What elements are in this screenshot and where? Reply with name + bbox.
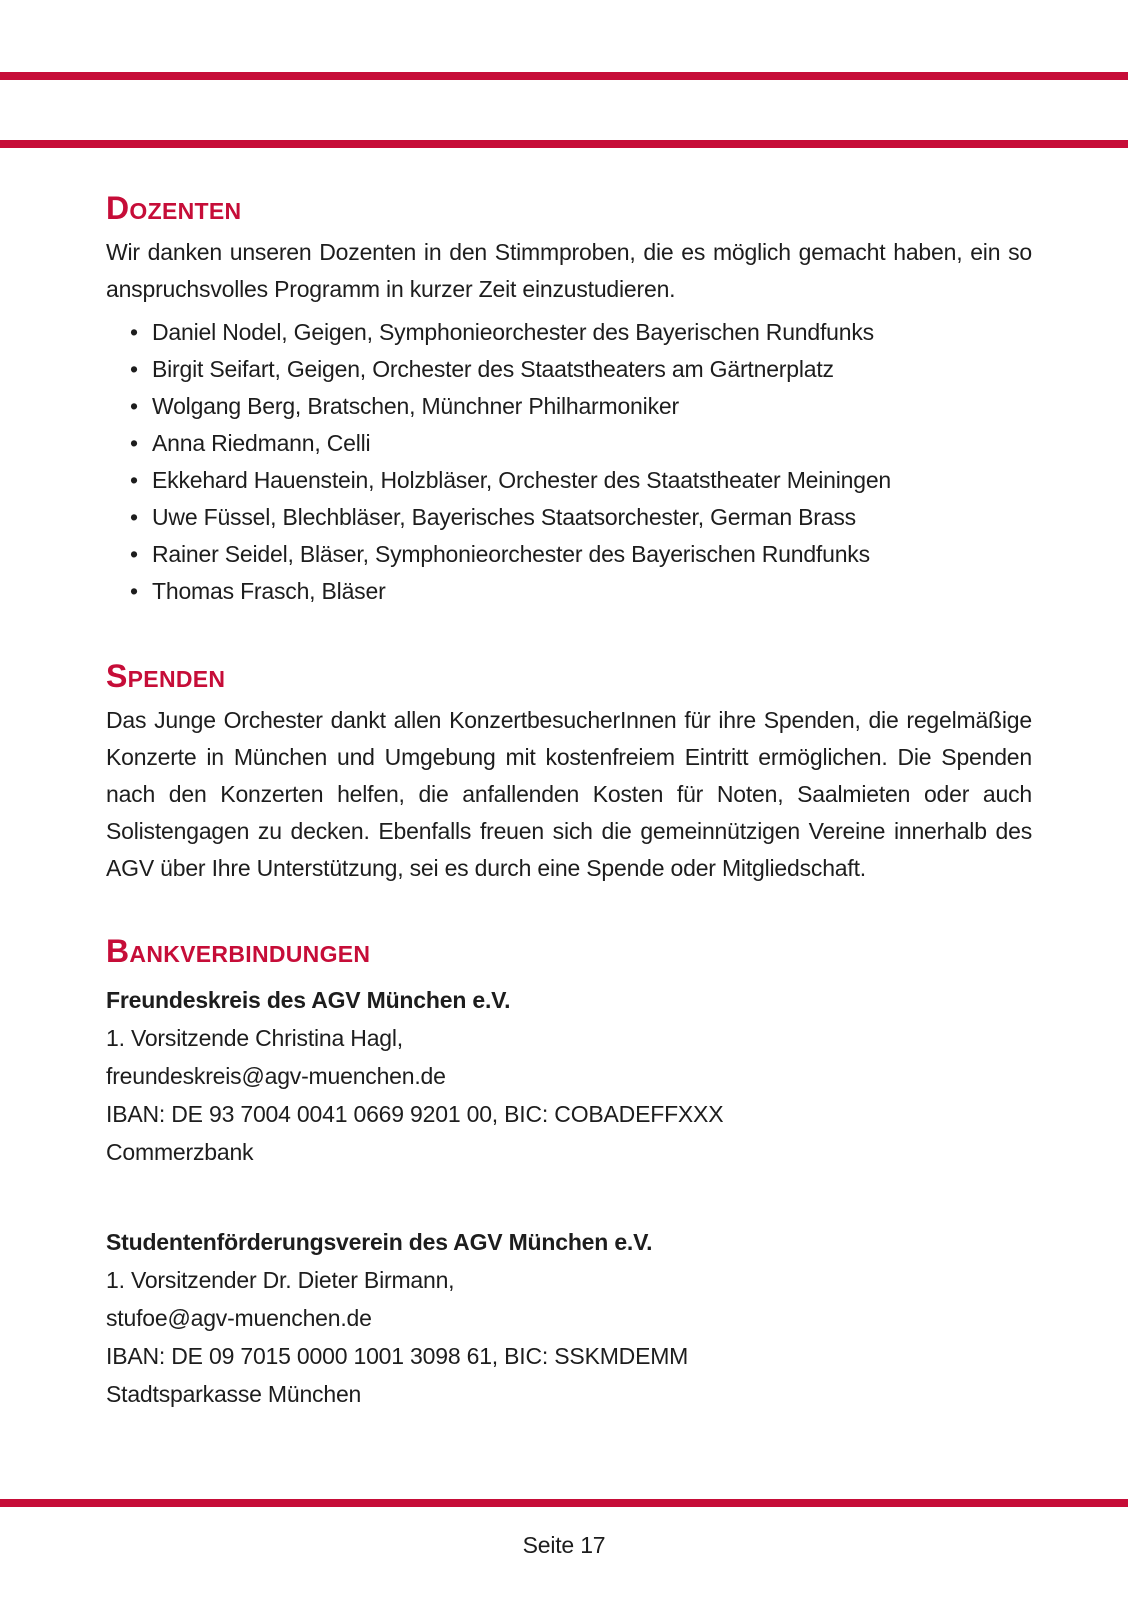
bank-heading <box>106 933 1032 973</box>
list-item: • Uwe Füssel, Blechbläser, Bayerisches Staatsorchester, German Brass <box>106 499 1032 536</box>
section-bankverbindungen <box>106 933 1032 1413</box>
dozenten-list <box>106 314 1032 610</box>
dozenten-intro: Wir danken unseren Dozenten in den Stimmproben, die es möglich gemacht haben, ein so anspruchsvolles Programm in kurzer Zeit einzustudieren. <box>106 239 1032 302</box>
list-item: • Rainer Seidel, Bläser, Symphonieorchester des Bayerischen Rundfunks <box>106 536 1032 573</box>
account-contact: 1. Vorsitzende Christina Hagl, <box>106 1025 403 1051</box>
page-content <box>106 190 1032 1413</box>
spenden-heading-rest: PENDEN <box>127 666 226 692</box>
list-item: • Ekkehard Hauenstein, Holzbläser, Orchester des Staatstheater Meiningen <box>106 462 1032 499</box>
account-iban-bic: IBAN: DE 09 7015 0000 1001 3098 61, BIC: SSKMDEMM <box>106 1343 689 1369</box>
spenden-heading-initial: S <box>106 658 128 694</box>
account-iban-bic: IBAN: DE 93 7004 0041 0669 9201 00, BIC: COBADEFFXXX <box>106 1101 724 1127</box>
account-email: stufoe@agv-muenchen.de <box>106 1305 372 1331</box>
account-block-studentenfoerderungsverein <box>106 1223 1032 1413</box>
account-bank-name: Stadtsparkasse München <box>106 1381 362 1407</box>
list-item: • Thomas Frasch, Bläser <box>106 573 1032 610</box>
account-bank-name: Commerzbank <box>106 1139 254 1165</box>
bank-heading-rest: ANKVERBINDUNGEN <box>129 941 371 967</box>
footer-rule <box>0 1499 1128 1507</box>
top-rule-upper <box>0 72 1128 80</box>
section-dozenten <box>106 190 1032 610</box>
list-item: • Birgit Seifart, Geigen, Orchester des Staatstheaters am Gärtnerplatz <box>106 351 1032 388</box>
dozenten-heading <box>106 190 1032 230</box>
list-item: • Wolgang Berg, Bratschen, Münchner Philharmoniker <box>106 388 1032 425</box>
page-number: Seite 17 <box>522 1532 606 1558</box>
dozenten-heading-initial: D <box>106 190 130 226</box>
account-email: freundeskreis@agv-muenchen.de <box>106 1063 446 1089</box>
account-contact: 1. Vorsitzender Dr. Dieter Birmann, <box>106 1267 455 1293</box>
top-rule-lower <box>0 140 1128 148</box>
account-name: Freundeskreis des AGV München e.V. <box>106 987 511 1013</box>
account-name: Studentenförderungsverein des AGV München e.V. <box>106 1229 653 1255</box>
spenden-heading <box>106 658 1032 698</box>
list-item: • Daniel Nodel, Geigen, Symphonieorchester des Bayerischen Rundfunks <box>106 314 1032 351</box>
bank-heading-initial: B <box>106 933 130 969</box>
account-block-freundeskreis <box>106 981 1032 1171</box>
spenden-body: Das Junge Orchester dankt allen KonzertbesucherInnen für ihre Spenden, die regelmäßige Konzerte in München und Umgebung mit kostenfreiem Eintritt ermöglichen. Die Spenden nach den Konzerten helfen, die anfallenden Kosten für Noten, Saalmieten oder auch Solistengagen zu decken. Ebenfalls freuen sich die gemeinnützigen Vereine innerhalb des AGV über Ihre Unterstützung, sei es durch eine Spende oder Mitgliedschaft. <box>106 707 1032 881</box>
dozenten-heading-rest: OZENTEN <box>129 198 242 224</box>
section-spenden <box>106 658 1032 887</box>
list-item: • Anna Riedmann, Celli <box>106 425 1032 462</box>
